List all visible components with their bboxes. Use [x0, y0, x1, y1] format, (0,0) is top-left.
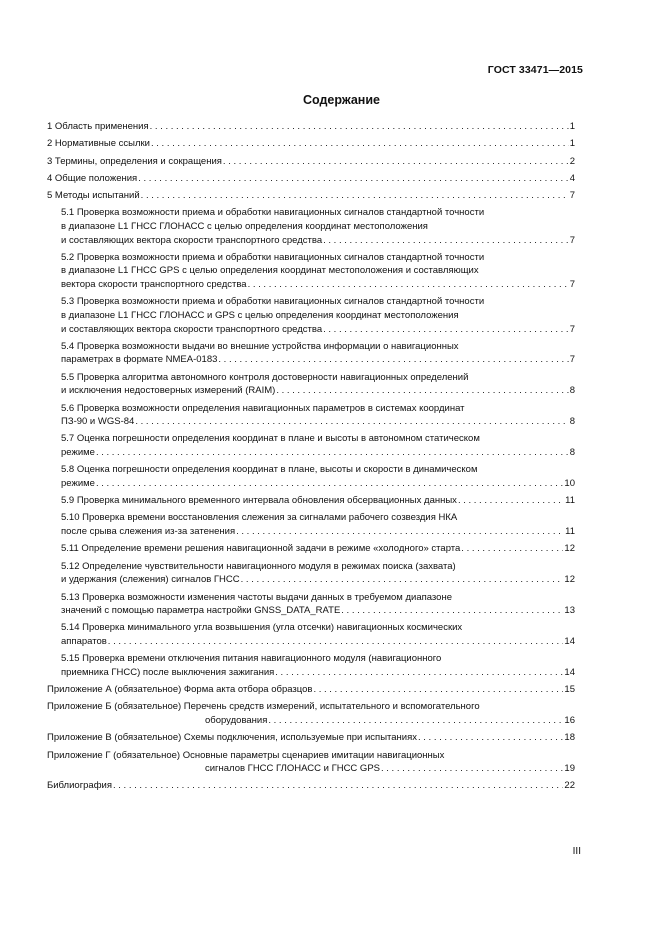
toc-page-number: 13	[564, 605, 575, 617]
toc-entry-text: сигналов ГНСС ГЛОНАСС и ГНСС GPS	[205, 763, 380, 775]
toc-entry-text: Приложение А (обязательное) Форма акта отбора образцов	[47, 684, 313, 696]
toc-entry-text: 5.14 Проверка минимального угла возвышения (угла отсечки) навигационных космических	[61, 622, 463, 634]
toc-entry[interactable]	[47, 120, 575, 134]
toc-leader-dots	[141, 189, 569, 203]
toc-entry[interactable]	[47, 251, 575, 292]
toc-page-number: 8	[569, 385, 575, 397]
toc-leader-dots	[113, 779, 563, 793]
page-title: Содержание	[302, 93, 380, 107]
toc-entry[interactable]	[47, 402, 575, 429]
toc-page-number: 16	[564, 715, 575, 726]
toc-entry[interactable]	[47, 621, 575, 648]
toc-leader-dots	[461, 542, 563, 556]
toc-entry-text: в диапазоне L1 ГНСС GPS с целью определения координат местоположения и составляющих	[61, 265, 479, 277]
toc-entry-text: 5.11 Определение времени решения навигационной задачи в режиме «холодного» старта	[61, 543, 461, 555]
toc-page-number: 7	[569, 323, 575, 335]
toc-entry[interactable]	[47, 652, 575, 679]
toc-entry-text: Приложение В (обязательное) Схемы подключения, используемые при испытаниях	[47, 732, 417, 744]
toc-entry-text: 5.10 Проверка времени восстановления слежения за сигналами рабочего созвездия НКА	[61, 512, 458, 524]
page-number: III	[572, 846, 581, 857]
toc-entry-text: приемника ГНСС) после выключения зажигания	[61, 666, 275, 678]
toc-entry[interactable]	[47, 560, 575, 587]
toc-entry-text: 5.5 Проверка алгоритма автономного контроля достоверности навигационных определений	[61, 371, 469, 383]
toc-entry-text: 5.6 Проверка возможности определения навигационных параметров в системах координат	[61, 402, 465, 414]
toc-entry-text: аппаратов	[61, 635, 107, 647]
toc-entry[interactable]	[47, 779, 575, 793]
toc-leader-dots	[268, 714, 563, 728]
toc-page-number: 10	[564, 477, 575, 489]
toc-entry[interactable]	[47, 542, 575, 556]
toc-entry-text: 5.13 Проверка возможности изменения частоты выдачи данных в требуемом диапазоне	[61, 591, 452, 603]
toc-entry-text: в диапазоне L1 ГНСС ГЛОНАСС и GPS с целью определения координат местоположения	[61, 309, 459, 321]
toc-leader-dots	[323, 323, 569, 337]
toc-leader-dots	[418, 731, 563, 745]
toc-entry-text: 1 Область применения	[47, 121, 149, 132]
toc-entry-text: режиме	[61, 447, 95, 459]
toc-entry[interactable]	[47, 700, 575, 727]
toc-leader-dots	[151, 137, 569, 151]
toc-entry[interactable]	[47, 172, 575, 186]
toc-page-number: 22	[564, 780, 575, 792]
toc-entry[interactable]	[47, 463, 575, 490]
toc-entry-text: и удержания (слежения) сигналов ГНСС	[61, 574, 240, 586]
toc-entry[interactable]	[47, 749, 575, 776]
toc-leader-dots	[223, 155, 569, 169]
toc-entry-text: 5.1 Проверка возможности приема и обработки навигационных сигналов стандартной точности	[61, 207, 485, 219]
toc-entry-text: 5.8 Оценка погрешности определения координат в плане, высоты и скорости в динамическом	[61, 464, 478, 476]
toc-entry-text: Приложение Г (обязательное) Основные параметры сценариев имитации навигационных	[47, 749, 445, 761]
toc-entry[interactable]	[47, 494, 575, 508]
toc-entry-text: 5.9 Проверка минимального временного интервала обновления обсервационных данных	[61, 495, 457, 507]
toc-entry-text: ПЗ-90 и WGS-84	[61, 416, 135, 428]
toc-page-number: 4	[569, 172, 575, 184]
toc-entry[interactable]	[47, 511, 575, 538]
toc-entry-text: после срыва слежения из-за затенения	[61, 526, 236, 538]
toc-entry-text: 5.12 Определение чувствительности навигационного модуля в режимах поиска (захвата)	[61, 560, 456, 572]
toc-entry-text: режиме	[61, 477, 95, 489]
toc-entry-text: и составляющих вектора скорости транспортного средства	[61, 234, 323, 246]
toc-entry-text: 5 Методы испытаний	[47, 190, 140, 202]
toc-page-number: 7	[569, 234, 575, 246]
toc-entry-text: оборудования	[205, 715, 268, 726]
toc-leader-dots	[135, 415, 568, 429]
toc-page-number: 7	[569, 190, 575, 202]
toc-entry[interactable]	[47, 206, 575, 247]
toc-page-number: 12	[564, 543, 575, 555]
toc-entry-text: вектора скорости транспортного средства	[61, 279, 247, 291]
toc-page-number: 7	[569, 354, 575, 366]
toc-page-number: 14	[564, 635, 575, 647]
toc-page-number: 19	[564, 763, 575, 775]
toc-entry-text: Приложение Б (обязательное) Перечень средств измерений, испытательного и вспомогательного	[47, 701, 480, 713]
toc-entry-text: 5.3 Проверка возможности приема и обработки навигационных сигналов стандартной точности	[61, 296, 485, 308]
toc-leader-dots	[150, 120, 569, 134]
toc-page-number: 7	[569, 279, 575, 291]
toc-entry-text: значений с помощью параметра настройки GNSS_DATA_RATE	[61, 605, 341, 617]
toc-leader-dots	[108, 635, 564, 649]
toc-entry-text: и составляющих вектора скорости транспортного средства	[61, 323, 323, 335]
toc-entry[interactable]	[47, 591, 575, 618]
toc-leader-dots	[236, 525, 564, 539]
toc-page-number: 8	[569, 447, 575, 459]
toc-leader-dots	[241, 573, 564, 587]
toc-entry-text: 4 Общие положения	[47, 172, 138, 184]
toc-page-number: 8	[569, 416, 575, 428]
toc-page-number: 1	[569, 121, 575, 132]
toc-leader-dots	[218, 353, 568, 367]
toc-leader-dots	[276, 384, 568, 398]
toc-leader-dots	[96, 446, 569, 460]
toc-leader-dots	[96, 477, 563, 491]
toc-entry[interactable]	[47, 137, 575, 151]
toc-entry[interactable]	[47, 295, 575, 336]
toc-spacer	[47, 794, 575, 797]
toc-entry[interactable]	[47, 340, 575, 367]
toc-entry[interactable]	[47, 155, 575, 169]
toc-leader-dots	[323, 234, 569, 248]
toc-entry-text: параметрах в формате NMEA-0183	[61, 354, 218, 366]
toc-leader-dots	[458, 494, 564, 508]
toc-page-number: 12	[564, 574, 575, 586]
toc-entry[interactable]	[47, 683, 575, 697]
toc-leader-dots	[248, 278, 569, 292]
toc-leader-dots	[341, 604, 563, 618]
toc-leader-dots	[381, 762, 563, 776]
toc-entry[interactable]	[47, 731, 575, 745]
toc-entry-text: и исключения недостоверных измерений (RAIM)	[61, 385, 276, 397]
toc-leader-dots	[138, 172, 569, 186]
toc-entry[interactable]	[47, 189, 575, 203]
toc-leader-dots	[313, 683, 563, 697]
toc-entry[interactable]	[47, 432, 575, 459]
toc-entry-text: 5.15 Проверка времени отключения питания навигационного модуля (навигационного	[61, 653, 442, 665]
table-of-contents	[47, 120, 575, 797]
toc-entry-text: Библиография	[47, 780, 112, 792]
toc-entry-text: 5.4 Проверка возможности выдачи во внешние устройства информации о навигационных	[61, 340, 459, 352]
toc-entry-text: 2 Нормативные ссылки	[47, 138, 150, 150]
toc-page-number: 15	[564, 684, 575, 696]
toc-entry-text: 5.7 Оценка погрешности определения координат в плане и высоты в автономном статическом	[61, 433, 480, 445]
toc-page-number: 11	[565, 495, 575, 507]
toc-entry-text: в диапазоне L1 ГНСС ГЛОНАСС с целью определения координат местоположения	[61, 221, 428, 232]
toc-entry-text: 3 Термины, определения и сокращения	[47, 155, 222, 167]
toc-page-number: 2	[569, 155, 575, 167]
toc-leader-dots	[275, 666, 563, 680]
toc-entry[interactable]	[47, 371, 575, 398]
toc-page-number: 14	[564, 666, 575, 678]
document-code: ГОСТ 33471—2015	[487, 64, 583, 76]
toc-entry-text: 5.2 Проверка возможности приема и обработки навигационных сигналов стандартной точности	[61, 251, 485, 263]
toc-page-number: 1	[569, 138, 575, 150]
toc-page-number: 18	[564, 732, 575, 744]
toc-page-number: 11	[565, 526, 575, 538]
